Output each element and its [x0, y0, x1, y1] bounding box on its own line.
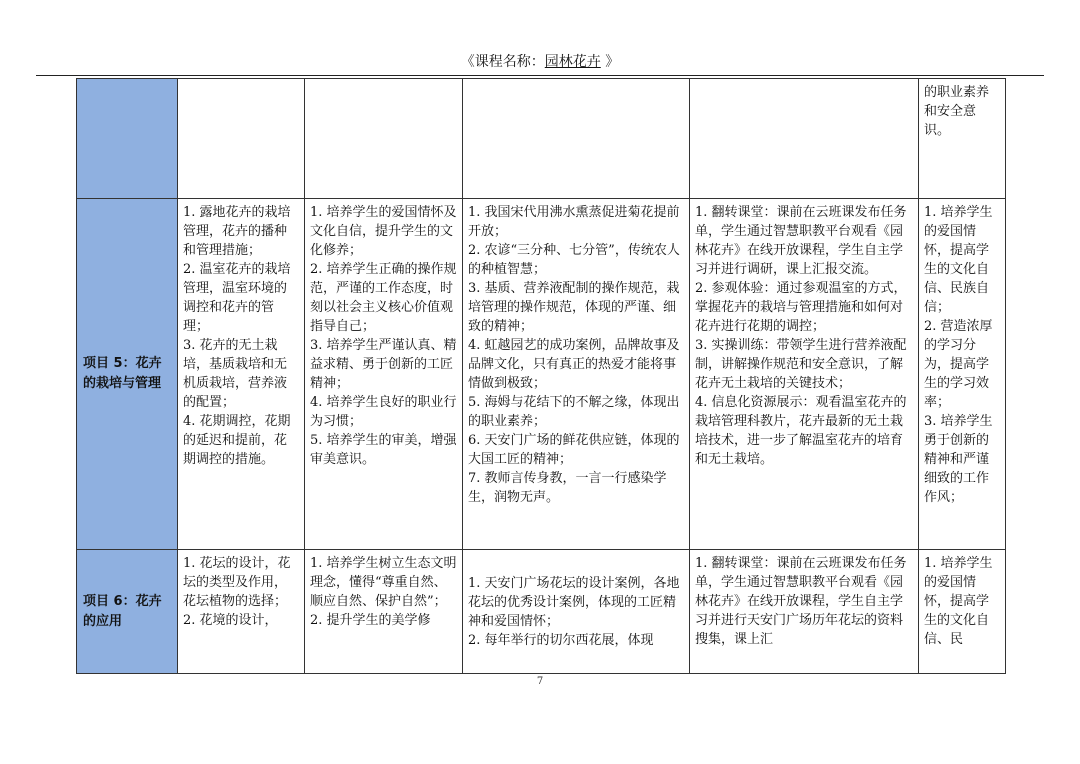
cell-text-line: 1. 我国宋代用沸水熏蒸促进菊花提前开放；	[468, 205, 680, 239]
cell-text-line: 2. 温室花卉的栽培管理，温室环境的调控和花卉的管理；	[183, 262, 291, 334]
table-cell	[305, 550, 463, 674]
table-cell	[178, 550, 305, 674]
table-row	[77, 79, 1006, 199]
cell-text-line: 1. 培养学生的爱国情怀及文化自信，提升学生的文化修养；	[310, 205, 457, 258]
table-cell	[178, 199, 305, 550]
cell-text-line: 4. 培养学生良好的职业行为习惯；	[310, 395, 457, 429]
cell-text-line: 2. 农谚“三分种、七分管”，传统农人的种植智慧；	[468, 243, 680, 277]
course-name: 园林花卉	[544, 54, 601, 70]
table-cell	[690, 550, 919, 674]
cell-text-line: 1. 培养学生的爱国情怀，提高学生的文化自信、民	[924, 556, 993, 647]
table-row	[77, 550, 1006, 674]
header-prefix: 《课程名称：	[460, 54, 545, 70]
header-suffix: 》	[600, 54, 620, 70]
project-cell: 项目 5：花卉的栽培与管理	[77, 199, 178, 550]
cell-text-line: 3. 培养学生严谨认真、精益求精、勇于创新的工匠精神；	[310, 338, 457, 391]
page-number: 7	[536, 676, 544, 687]
cell-text-line: 2. 参观体验：通过参观温室的方式，掌握花卉的栽培与管理措施和如何对花卉进行花期的调控；	[695, 281, 907, 334]
cell-text-line: 5. 海姆与花结下的不解之缘，体现出的职业素养；	[468, 395, 680, 429]
document-header	[0, 52, 1080, 72]
table-cell	[178, 79, 305, 199]
table-cell	[305, 79, 463, 199]
cell-text-line: 1. 天安门广场花坛的设计案例，各地花坛的优秀设计案例，体现的工匠精神和爱国情怀；	[468, 575, 680, 629]
header-rule	[36, 75, 1044, 76]
cell-text-line: 1. 露地花卉的栽培管理，花卉的播种和管理措施；	[183, 205, 291, 258]
cell-text-line: 2. 营造浓厚的学习分为，提高学生的学习效率；	[924, 319, 993, 410]
cell-text-line: 3. 实操训练：带领学生进行营养液配制，讲解操作规范和安全意识，了解花卉无土栽培的关键技术；	[695, 338, 907, 391]
project-cell	[77, 79, 178, 199]
table-cell	[690, 79, 919, 199]
cell-text-line: 3. 花卉的无土栽培，基质栽培和无机质栽培，营养液的配置；	[183, 338, 288, 410]
cell-text-line: 7. 教师言传身教，一言一行感染学生，润物无声。	[468, 471, 667, 505]
cell-text-line: 1. 翻转课堂：课前在云班课发布任务单，学生通过智慧职教平台观看《园林花卉》在线开放课程，学生自主学习并进行调研，课上汇报交流。	[695, 205, 907, 277]
table-row	[77, 199, 1006, 550]
cell-text-line: 4. 信息化资源展示：观看温室花卉的栽培管理科教片，花卉最新的无土栽培技术，进一步了解温室花卉的培育和无土栽培。	[695, 395, 907, 467]
cell-text-line: 1. 培养学生的爱国情怀，提高学生的文化自信、民族自信；	[924, 205, 993, 315]
table-cell	[919, 199, 1006, 550]
curriculum-table	[76, 78, 1006, 674]
cell-text-line: 1. 培养学生树立生态文明理念，懂得“尊重自然、顺应自然、保护自然”；	[310, 556, 457, 609]
cell-text-line: 3. 培养学生勇于创新的精神和严谨细致的工作作风；	[924, 414, 993, 505]
cell-text-line: 4. 虹越园艺的成功案例，品牌故事及品牌文化，只有真正的热爱才能将事情做到极致；	[468, 338, 680, 391]
project-cell: 项目 6：花卉的应用	[77, 550, 178, 674]
table-cell	[463, 550, 690, 674]
table-cell	[463, 199, 690, 550]
cell-text-line: 的职业素养和安全意识。	[924, 85, 990, 138]
table-body	[77, 79, 1006, 674]
table-cell	[305, 199, 463, 550]
cell-text-line: 1. 花坛的设计，花坛的类型及作用，花坛植物的选择；	[183, 556, 291, 609]
cell-text-line: 2. 提升学生的美学修	[310, 613, 431, 628]
cell-text-line: 2. 花境的设计，	[183, 613, 278, 628]
table-cell	[919, 550, 1006, 674]
cell-text-line: 2. 培养学生正确的操作规范，严谨的工作态度，时刻以社会主义核心价值观指导自己；	[310, 262, 457, 334]
cell-text-line: 6. 天安门广场的鲜花供应链，体现的大国工匠的精神；	[468, 433, 680, 467]
cell-text-line: 1. 翻转课堂：课前在云班课发布任务单，学生通过智慧职教平台观看《园林花卉》在线开放课程，学生自主学习并进行天安门广场历年花坛的资料搜集，课上汇	[695, 556, 907, 647]
table-cell	[463, 79, 690, 199]
cell-text-line: 2. 每年举行的切尔西花展，体现	[468, 632, 654, 648]
cell-text-line: 3. 基质、营养液配制的操作规范，栽培管理的操作规范，体现的严谨、细致的精神；	[468, 281, 680, 334]
cell-text-line: 4. 花期调控，花期的延迟和提前，花期调控的措施。	[183, 414, 291, 467]
table-cell	[690, 199, 919, 550]
table-cell	[919, 79, 1006, 199]
cell-text-line: 5. 培养学生的审美，增强审美意识。	[310, 433, 457, 467]
